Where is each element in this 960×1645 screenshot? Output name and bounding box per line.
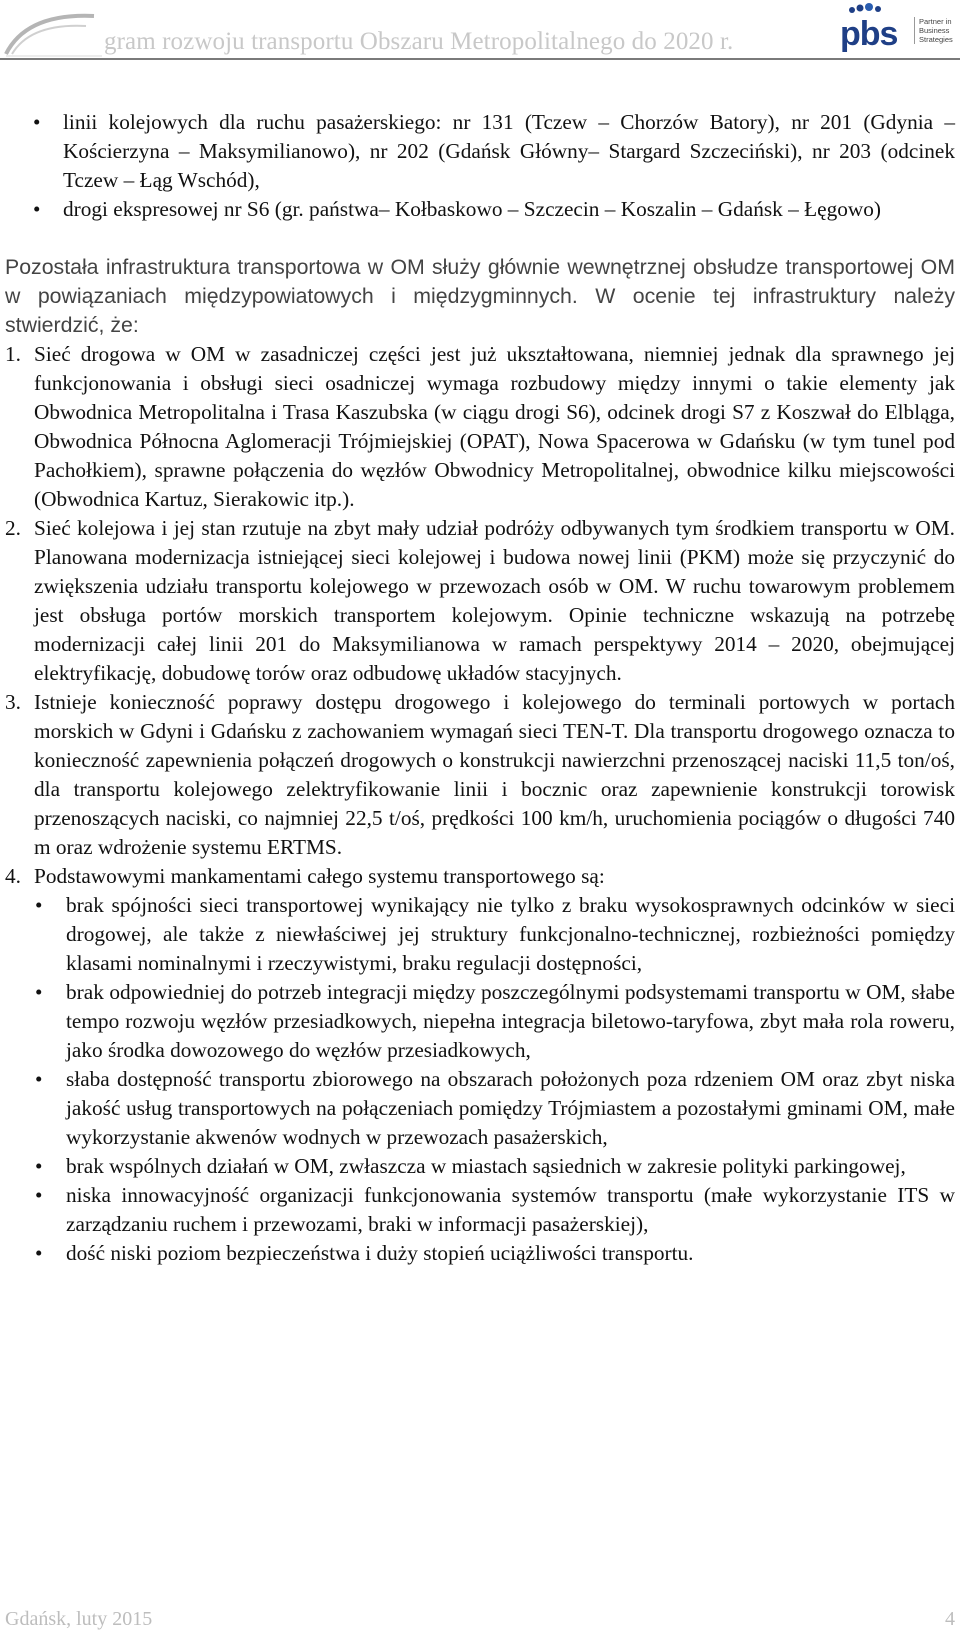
footer-place-date: Gdańsk, luty 2015 [5, 1608, 153, 1630]
item-number: 3. [5, 690, 21, 714]
list-item [5, 195, 955, 224]
document-body [5, 108, 955, 1268]
sub-list-item-text: niska innowacyjność organizacji funkcjonowania systemów transportu (małe wykorzystanie ITS w zarządzaniu ruchem i przewozami, braki w informacji pasażerskiej), [66, 1183, 955, 1236]
sub-list-item [5, 1065, 955, 1152]
numbered-item [5, 340, 955, 514]
sub-list-item [5, 1181, 955, 1239]
list-item-text: drogi ekspresowej nr S6 (gr. państwa– Kołbaskowo – Szczecin – Koszalin – Gdańsk – Łęgowo) [63, 197, 881, 221]
sub-list-item [5, 891, 955, 978]
bullet-icon: • [35, 1067, 43, 1091]
list-item-text: linii kolejowych dla ruchu pasażerskiego: nr 131 (Tczew – Chorzów Batory), nr 201 (Gdynia – Kościerzyna – Maksymilianowo), nr 202 (Gdańsk Główny– Stargard Szczeciński), nr 203 (odcinek Tczew – Łąg Wschód), [63, 110, 955, 192]
bullet-icon: • [35, 893, 43, 917]
numbered-item-text: Istnieje konieczność poprawy dostępu drogowego i kolejowego do terminali portowych w portach morskich w Gdyni i Gdańsku z zachowaniem wymagań sieci TEN-T. Dla transportu drogowego oznacza to konieczność zapewnienia połączeń drogowych o konstrukcji nawierzchni przenoszącej naciski 11,5 ton/oś, dla transportu kolejowego zelektryfikowanie linii i bocznic oraz zapewnienie konstrukcji torowisk przenoszących naciski, co najmniej 22,5 t/oś, prędkości 100 km/h, uruchomienia pociągów o długości 740 m oraz wdrożenie systemu ERTMS. [34, 690, 955, 859]
list-item [5, 108, 955, 195]
sub-list-item [5, 1152, 955, 1181]
bullet-icon: • [35, 1154, 43, 1178]
numbered-item [5, 862, 955, 891]
numbered-item-text: Sieć drogowa w OM w zasadniczej części jest już ukształtowana, niemniej jednak dla sprawnego jej funkcjonowania i obsługi sieci osadniczej wymaga rozbudowy między innymi o takie elementy jak Obwodnica Metropolitalna i Trasa Kaszubska (w ciągu drogi S6), odcinek drogi S7 z Koszwał do Elbląga, Obwodnica Północna Aglomeracji Trójmiejskiej (OPAT), Nowa Spacerowa w Gdańsku (w tym tunel pod Pachołkiem), sprawne połączenia do węzłów Obwodnicy Metropolitalnej, obwodnice kilku miejscowości (Obwodnica Kartuz, Sierakowic itp.). [34, 342, 955, 511]
header-divider [0, 58, 960, 60]
bullet-icon: • [33, 110, 41, 134]
bullet-icon: • [33, 197, 41, 221]
bullet-icon: • [35, 1241, 43, 1265]
page-number: 4 [945, 1608, 955, 1630]
pbs-logo-text: pbs [840, 15, 898, 53]
page-header [0, 0, 960, 62]
sub-list-item-text: brak wspólnych działań w OM, zwłaszcza w miastach sąsiednich w zakresie polityki parkingowej, [66, 1154, 906, 1178]
numbered-item [5, 514, 955, 688]
item-number: 1. [5, 342, 21, 366]
item-number: 4. [5, 864, 21, 888]
paragraph: Pozostała infrastruktura transportowa w OM służy głównie wewnętrznej obsłudze transportowej OM w powiązaniach międzypowiatowych i międzygminnych. W ocenie tej infrastruktury należy stwierdzić, że: [5, 255, 955, 337]
sub-list-item [5, 978, 955, 1065]
bullet-icon: • [35, 1183, 43, 1207]
document-title: gram rozwoju transportu Obszaru Metropolitalnego do 2020 r. [104, 28, 734, 55]
pbs-logo [840, 3, 956, 57]
sub-list-item [5, 1239, 955, 1268]
pbs-tagline: Partner in Business Strategies [914, 17, 960, 44]
numbered-item-text: Sieć kolejowa i jej stan rzutuje na zbyt mały udział podróży odbywanych tym środkiem transportu w OM. Planowana modernizacja istniejącej sieci kolejowej i budowa nowej linii (PKM) może się przyczynić do zwiększenia udziału transportu kolejowego w przewozach osób w OM. W ruchu towarowym problemem jest obsługa portów morskich transportem kolejowym. Opinie techniczne wskazują na potrzebę modernizacji całej linii 201 do Maksymilianowa w ramach perspektywy 2014 – 2020, obejmującej elektryfikację, dobudowę torów oraz odbudowę układów stacyjnych. [34, 516, 955, 685]
item-number: 2. [5, 516, 21, 540]
swoosh-logo [2, 4, 102, 60]
sub-list-item-text: słaba dostępność transportu zbiorowego na obszarach położonych poza rdzeniem OM oraz zbyt niska jakość usług transportowych na połączeniach pomiędzy Trójmiastem a pozostałymi gminami OM, małe wykorzystanie akwenów wodnych w przewozach pasażerskich, [66, 1067, 955, 1149]
sub-list-item-text: dość niski poziom bezpieczeństwa i duży stopień uciążliwości transportu. [66, 1241, 694, 1265]
sub-list-item-text: brak odpowiedniej do potrzeb integracji między poszczególnymi podsystemami transportu w OM, słabe tempo rozwoju węzłów przesiadkowych, niepełna integracja biletowo-taryfowa, zbyt mała rola roweru, jako środka dowozowego do węzłów przesiadkowych, [66, 980, 955, 1062]
page-footer [5, 1608, 955, 1636]
bullet-icon: • [35, 980, 43, 1004]
numbered-item-text: Podstawowymi mankamentami całego systemu transportowego są: [34, 864, 605, 888]
sub-list-item-text: brak spójności sieci transportowej wynikający nie tylko z braku wysokosprawnych odcinków w sieci drogowej, ale także z niewłaściwej jej struktury funkcjonalno-technicznej, rozbieżności pomiędzy klasami nominalnymi i rzeczywistymi, braku regulacji dostępności, [66, 893, 955, 975]
numbered-item [5, 688, 955, 862]
